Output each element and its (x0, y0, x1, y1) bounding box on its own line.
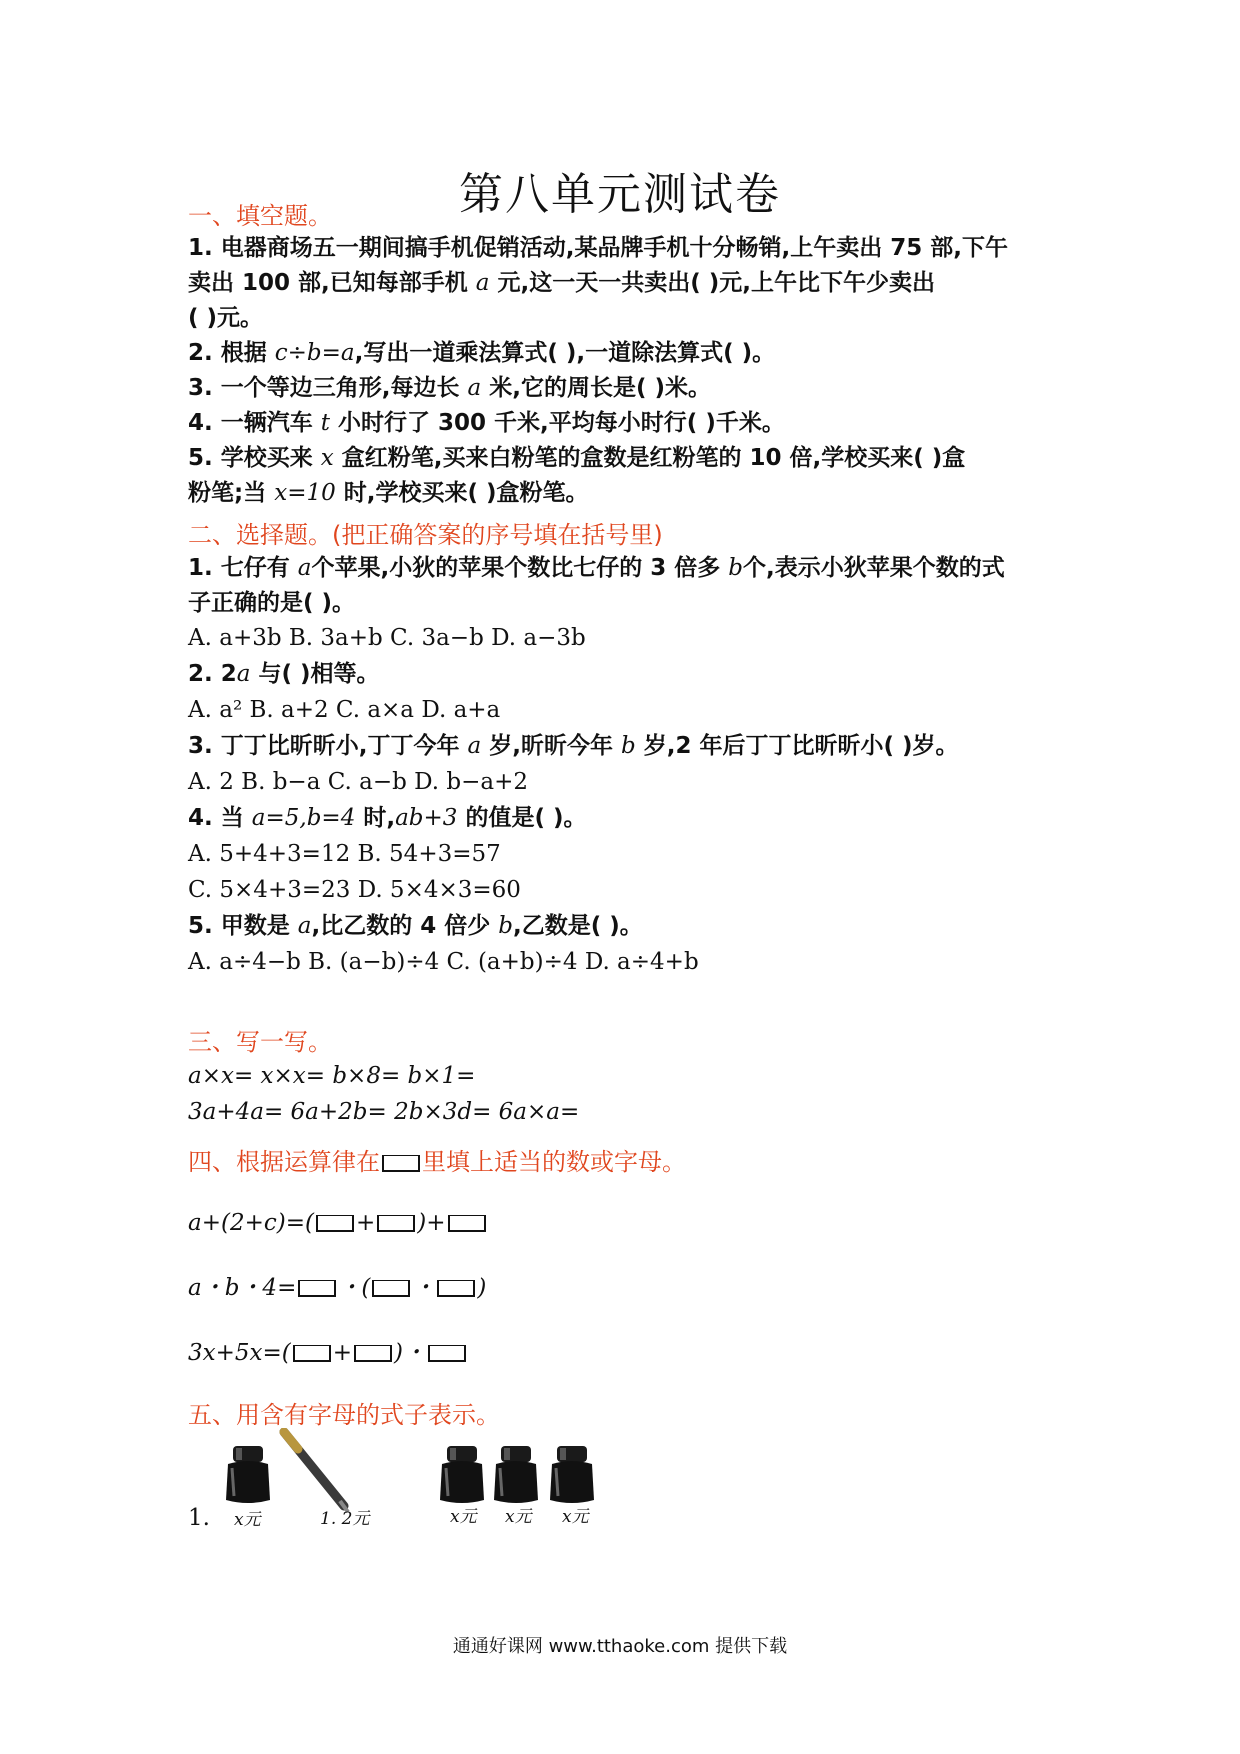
fill-q5-line1: 5. 学校买来 x 盒红粉笔,买来白粉笔的盒数是红粉笔的 10 倍,学校买来( )盒 (188, 445, 966, 471)
section-3-heading: 三、写一写。 (188, 1028, 332, 1056)
ink-bottle-icon (436, 1446, 488, 1504)
caption-ink: x元 (505, 1507, 532, 1527)
write-line2: 3a+4a= 6a+2b= 2b×3d= 6a×a= (188, 1099, 580, 1125)
fill-q1-line2: 卖出 100 部,已知每部手机 a 元,这一天一共卖出( )元,上午比下午少卖出 (188, 270, 936, 296)
express-q1-number: 1. (188, 1505, 210, 1531)
caption-pen: 1. 2元 (320, 1509, 370, 1529)
fillbox-expr-1: a+(2+c)=( + )+ (188, 1205, 488, 1241)
blank-box[interactable] (428, 1345, 466, 1362)
blank-box[interactable] (377, 1215, 415, 1232)
choice-q3-line1: 3. 丁丁比昕昕小,丁丁今年 a 岁,昕昕今年 b 岁,2 年后丁丁比昕昕小( )岁。 (188, 733, 959, 759)
blank-box[interactable] (448, 1215, 486, 1232)
blank-box[interactable] (298, 1280, 336, 1297)
blank-box[interactable] (316, 1215, 354, 1232)
choice-q5-options: A. a÷4−b B. (a−b)÷4 C. (a+b)÷4 D. a÷4+b (188, 949, 699, 975)
pen-icon (278, 1428, 352, 1514)
blank-box[interactable] (372, 1280, 410, 1297)
section-4-heading: 四、根据运算律在 里填上适当的数或字母。 (188, 1148, 686, 1176)
choice-q2-options: A. a² B. a+2 C. a×a D. a+a (188, 697, 501, 723)
fill-q4: 4. 一辆汽车 t 小时行了 300 千米,平均每小时行( )千米。 (188, 410, 785, 436)
blank-box[interactable] (293, 1345, 331, 1362)
caption-ink: x元 (562, 1507, 589, 1527)
section-1-heading: 一、填空题。 (188, 202, 332, 230)
choice-q5-line1: 5. 甲数是 a,比乙数的 4 倍少 b,乙数是( )。 (188, 913, 643, 939)
section-2-heading: 二、选择题。(把正确答案的序号填在括号里) (188, 521, 663, 549)
fill-q3: 3. 一个等边三角形,每边长 a 米,它的周长是( )米。 (188, 375, 712, 401)
blank-box[interactable] (437, 1280, 475, 1297)
ink-bottle-icon (222, 1446, 274, 1504)
choice-q1-line2: 子正确的是( )。 (188, 590, 356, 616)
choice-q4-line1: 4. 当 a=5,b=4 时,ab+3 的值是( )。 (188, 805, 587, 831)
choice-q1-options: A. a+3b B. 3a+b C. 3a−b D. a−3b (188, 625, 586, 651)
choice-q4-options-1: A. 5+4+3=12 B. 54+3=57 (188, 841, 501, 867)
choice-q1-line1: 1. 七仔有 a个苹果,小狄的苹果个数比七仔的 3 倍多 b个,表示小狄苹果个数的式 (188, 555, 1005, 581)
blank-box[interactable] (354, 1345, 392, 1362)
choice-q2-line1: 2. 2a 与( )相等。 (188, 661, 380, 687)
fill-q1-line3: ( )元。 (188, 305, 264, 331)
fill-q2: 2. 根据 c÷b=a,写出一道乘法算式( ),一道除法算式( )。 (188, 340, 776, 366)
fill-q5-line2: 粉笔;当 x=10 时,学校买来( )盒粉笔。 (188, 480, 589, 506)
page-title: 第八单元测试卷 (459, 169, 781, 220)
caption-ink: x元 (450, 1507, 477, 1527)
choice-q3-options: A. 2 B. b−a C. a−b D. b−a+2 (188, 769, 528, 795)
fillbox-expr-2: a・b・4= ・( ・ ) (188, 1275, 487, 1301)
choice-q4-options-2: C. 5×4+3=23 D. 5×4×3=60 (188, 877, 521, 903)
caption-ink: x元 (234, 1510, 261, 1530)
section-5-heading: 五、用含有字母的式子表示。 (188, 1401, 500, 1429)
ink-bottle-icon (490, 1446, 542, 1504)
blank-box-sample (382, 1155, 420, 1172)
fillbox-expr-3: 3x+5x=( + )・ (188, 1335, 468, 1371)
footer-credit: 通通好课网 www.tthaoke.com 提供下载 (452, 1636, 788, 1657)
fill-q1-line1: 1. 电器商场五一期间搞手机促销活动,某品牌手机十分畅销,上午卖出 75 部,下午 (188, 235, 1008, 261)
ink-bottle-icon (546, 1446, 598, 1504)
write-line1: a×x= x×x= b×8= b×1= (188, 1063, 476, 1089)
